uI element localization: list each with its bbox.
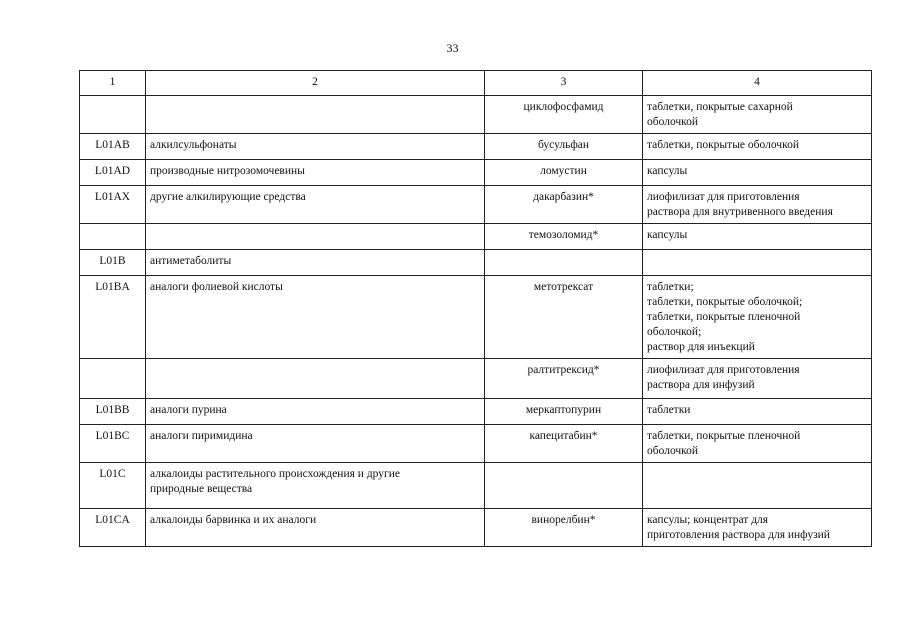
drug-name-cell <box>485 250 643 276</box>
group-name-cell <box>146 186 485 224</box>
atc-code-cell: L01BC <box>80 425 146 463</box>
table-header-row <box>80 71 872 96</box>
atc-code-cell: L01B <box>80 250 146 276</box>
dosage-form-line: оболочкой <box>647 445 699 457</box>
drug-name-cell: капецитабин* <box>485 425 643 463</box>
atc-code-cell: L01AX <box>80 186 146 224</box>
group-name-line: производные нитрозомочевины <box>150 165 305 177</box>
drug-name-cell: ломустин <box>485 160 643 186</box>
group-name-cell <box>146 509 485 547</box>
dosage-form-line: раствор для инъекций <box>647 341 755 353</box>
group-name-cell <box>146 224 485 250</box>
group-name-line: природные вещества <box>150 483 253 495</box>
table-row <box>80 359 872 399</box>
table-row <box>80 276 872 359</box>
drug-name-cell: меркаптопурин <box>485 399 643 425</box>
group-name-cell <box>146 134 485 160</box>
dosage-form-line: раствора для внутривенного введения <box>647 206 833 218</box>
group-name-cell <box>146 250 485 276</box>
group-name-line: алкилсульфонаты <box>150 139 237 151</box>
drug-name-cell: ралтитрексид* <box>485 359 643 399</box>
atc-code-cell: L01CA <box>80 509 146 547</box>
atc-code-cell <box>80 359 146 399</box>
dosage-form-line: оболочкой; <box>647 326 702 338</box>
group-name-line: аналоги пурина <box>150 404 227 416</box>
drug-name-cell: темозоломид* <box>485 224 643 250</box>
table-row <box>80 509 872 547</box>
group-name-line: аналоги пиримидина <box>150 430 253 442</box>
dosage-form-line: капсулы; концентрат для <box>647 514 769 526</box>
dosage-form-line: таблетки, покрытые пленочной <box>647 311 801 323</box>
drug-name-cell: дакарбазин* <box>485 186 643 224</box>
dosage-form-cell <box>643 463 872 509</box>
dosage-form-line: таблетки <box>647 404 691 416</box>
drug-name-cell: метотрексат <box>485 276 643 359</box>
dosage-form-cell <box>643 96 872 134</box>
dosage-form-cell <box>643 134 872 160</box>
dosage-form-line: таблетки; <box>647 281 694 293</box>
dosage-form-cell <box>643 359 872 399</box>
dosage-form-cell <box>643 224 872 250</box>
table-row <box>80 463 872 509</box>
group-name-cell <box>146 399 485 425</box>
table-row <box>80 224 872 250</box>
column-header-3: 3 <box>485 71 643 96</box>
dosage-form-line: лиофилизат для приготовления <box>647 191 800 203</box>
group-name-line: антиметаболиты <box>150 255 232 267</box>
drug-name-cell: винорелбин* <box>485 509 643 547</box>
dosage-form-cell <box>643 425 872 463</box>
dosage-form-cell <box>643 509 872 547</box>
drug-name-cell <box>485 463 643 509</box>
group-name-line: алкалоиды барвинка и их аналоги <box>150 514 317 526</box>
group-name-line: алкалоиды растительного происхождения и другие <box>150 468 400 480</box>
dosage-form-line: оболочкой <box>647 116 699 128</box>
atc-code-cell: L01AD <box>80 160 146 186</box>
group-name-cell <box>146 96 485 134</box>
drug-name-cell: циклофосфамид <box>485 96 643 134</box>
dosage-form-line: приготовления раствора для инфузий <box>647 529 830 541</box>
dosage-form-line: таблетки, покрытые сахарной <box>647 101 793 113</box>
page-number: 33 <box>446 41 459 55</box>
column-header-4: 4 <box>643 71 872 96</box>
table-row <box>80 399 872 425</box>
dosage-form-cell <box>643 160 872 186</box>
drug-name-cell: бусульфан <box>485 134 643 160</box>
group-name-cell <box>146 276 485 359</box>
group-name-cell <box>146 425 485 463</box>
table-row <box>80 96 872 134</box>
dosage-form-line: таблетки, покрытые пленочной <box>647 430 801 442</box>
table-body <box>80 96 872 547</box>
group-name-cell <box>146 463 485 509</box>
atc-code-cell: L01AB <box>80 134 146 160</box>
group-name-cell <box>146 160 485 186</box>
dosage-form-line: лиофилизат для приготовления <box>647 364 800 376</box>
dosage-form-line: капсулы <box>647 165 688 177</box>
table-row <box>80 250 872 276</box>
atc-code-cell: L01C <box>80 463 146 509</box>
column-header-1: 1 <box>80 71 146 96</box>
group-name-cell <box>146 359 485 399</box>
group-name-line: аналоги фолиевой кислоты <box>150 281 283 293</box>
table-row <box>80 425 872 463</box>
atc-code-cell: L01BB <box>80 399 146 425</box>
atc-code-cell: L01BA <box>80 276 146 359</box>
table-row <box>80 186 872 224</box>
dosage-form-line: таблетки, покрытые оболочкой <box>647 139 799 151</box>
column-header-2: 2 <box>146 71 485 96</box>
drug-table <box>79 70 872 547</box>
dosage-form-cell <box>643 276 872 359</box>
dosage-form-cell <box>643 250 872 276</box>
group-name-line: другие алкилирующие средства <box>150 191 306 203</box>
table-row <box>80 134 872 160</box>
dosage-form-cell <box>643 399 872 425</box>
dosage-form-cell <box>643 186 872 224</box>
dosage-form-line: раствора для инфузий <box>647 379 755 391</box>
table-row <box>80 160 872 186</box>
atc-code-cell <box>80 224 146 250</box>
dosage-form-line: капсулы <box>647 229 688 241</box>
dosage-form-line: таблетки, покрытые оболочкой; <box>647 296 803 308</box>
atc-code-cell <box>80 96 146 134</box>
